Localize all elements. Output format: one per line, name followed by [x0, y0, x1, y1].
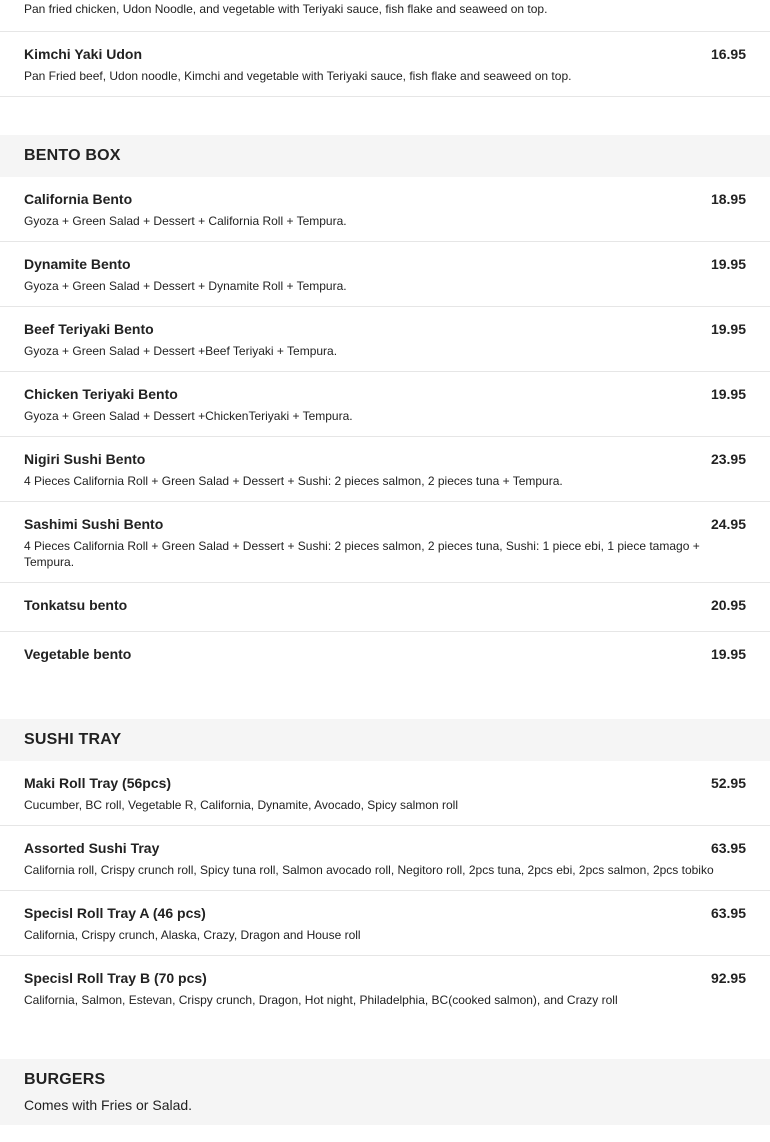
menu-item-price: 63.95 — [710, 905, 746, 921]
menu-item-description: California, Salmon, Estevan, Crispy crunch, Dragon, Hot night, Philadelphia, BC(cooked salmon), and Crazy roll — [24, 993, 618, 1007]
menu-item-beef-teriyaki-bento[interactable] — [0, 307, 770, 372]
menu-item-name: Nigiri Sushi Bento — [24, 451, 146, 467]
menu-item-california-bento[interactable] — [0, 177, 770, 242]
menu-item-price: 19.95 — [710, 321, 746, 337]
menu-item-description: 4 Pieces California Roll + Green Salad + Dessert + Sushi: 2 pieces salmon, 2 pieces tuna + Tempura. — [24, 474, 563, 488]
menu-item-description: Gyoza + Green Salad + Dessert +Beef Teriyaki + Tempura. — [24, 344, 338, 358]
menu-item-kimchi-yaki-udon[interactable] — [0, 32, 770, 97]
menu-item-chicken-teriyaki-bento[interactable] — [0, 372, 770, 437]
section-header-burgers — [0, 1059, 770, 1125]
section-title: BENTO BOX — [24, 147, 121, 164]
menu-item-name: Tonkatsu bento — [24, 597, 128, 613]
menu-item-name: Vegetable bento — [24, 646, 132, 662]
menu-item-nigiri-sushi-bento[interactable] — [0, 437, 770, 502]
menu-item-price: 63.95 — [710, 840, 746, 856]
menu-item-price: 23.95 — [710, 451, 746, 467]
menu-item-price: 19.95 — [710, 256, 746, 272]
menu-item-tonkatsu-bento[interactable] — [0, 583, 770, 632]
menu-item-price: 16.95 — [710, 46, 746, 62]
menu-item-name: Beef Teriyaki Bento — [24, 321, 154, 337]
menu-item-price: 92.95 — [710, 970, 746, 986]
menu-item-assorted-sushi-tray[interactable] — [0, 826, 770, 891]
menu-item-name: Specisl Roll Tray A (46 pcs) — [24, 905, 206, 921]
section-subtitle: Comes with Fries or Salad. — [24, 1097, 193, 1113]
section-header-sushi-tray — [0, 719, 770, 761]
menu-item-description: Gyoza + Green Salad + Dessert + California Roll + Tempura. — [24, 214, 347, 228]
menu-item-price: 52.95 — [710, 775, 746, 791]
menu-item-name: Kimchi Yaki Udon — [24, 46, 142, 62]
menu-item-name: Dynamite Bento — [24, 256, 131, 272]
menu-item-description: Gyoza + Green Salad + Dessert + Dynamite Roll + Tempura. — [24, 279, 347, 293]
menu-item-price: 18.95 — [710, 191, 746, 207]
menu-item-special-roll-tray-a[interactable] — [0, 891, 770, 956]
menu-item-price: 19.95 — [710, 646, 746, 662]
menu-item-price: 20.95 — [710, 597, 746, 613]
section-title: SUSHI TRAY — [24, 731, 122, 748]
menu-item-description: Gyoza + Green Salad + Dessert +ChickenTeriyaki + Tempura. — [24, 409, 353, 423]
menu-item-name: Assorted Sushi Tray — [24, 840, 160, 856]
menu-item-dynamite-bento[interactable] — [0, 242, 770, 307]
menu-item-name: Chicken Teriyaki Bento — [24, 386, 178, 402]
menu-item-name: California Bento — [24, 191, 133, 207]
menu-item-maki-roll-tray[interactable] — [0, 761, 770, 826]
menu-item-description: 4 Pieces California Roll + Green Salad + Dessert + Sushi: 2 pieces salmon, 2 pieces tuna, Sushi: 1 piece ebi, 1 piece tamago + Tempura. — [24, 539, 700, 569]
menu-item-name: Sashimi Sushi Bento — [24, 516, 164, 532]
menu-item-vegetable-bento[interactable] — [0, 632, 770, 681]
menu-item-description: California roll, Crispy crunch roll, Spicy tuna roll, Salmon avocado roll, Negitoro roll, 2pcs tuna, 2pcs ebi, 2pcs salmon, 2pcs tobiko — [24, 863, 714, 877]
menu-item-description: California, Crispy crunch, Alaska, Crazy, Dragon and House roll — [24, 928, 361, 942]
menu-item-yaki-udon-chicken[interactable] — [0, 1, 770, 32]
menu-item-price: 24.95 — [710, 516, 746, 532]
menu-item-description: Cucumber, BC roll, Vegetable R, California, Dynamite, Avocado, Spicy salmon roll — [24, 798, 458, 812]
menu-item-name: Specisl Roll Tray B (70 pcs) — [24, 970, 207, 986]
section-title: BURGERS — [24, 1071, 106, 1088]
menu-item-sashimi-sushi-bento[interactable] — [0, 502, 770, 583]
section-header-bento-box — [0, 135, 770, 177]
menu-item-description: Pan fried chicken, Udon Noodle, and vegetable with Teriyaki sauce, fish flake and seaweed on top. — [24, 2, 548, 16]
menu-item-description: Pan Fried beef, Udon noodle, Kimchi and vegetable with Teriyaki sauce, fish flake and seaweed on top. — [24, 69, 572, 83]
menu-item-special-roll-tray-b[interactable] — [0, 956, 770, 1021]
menu-item-name: Maki Roll Tray (56pcs) — [24, 775, 172, 791]
menu-item-price: 19.95 — [710, 386, 746, 402]
